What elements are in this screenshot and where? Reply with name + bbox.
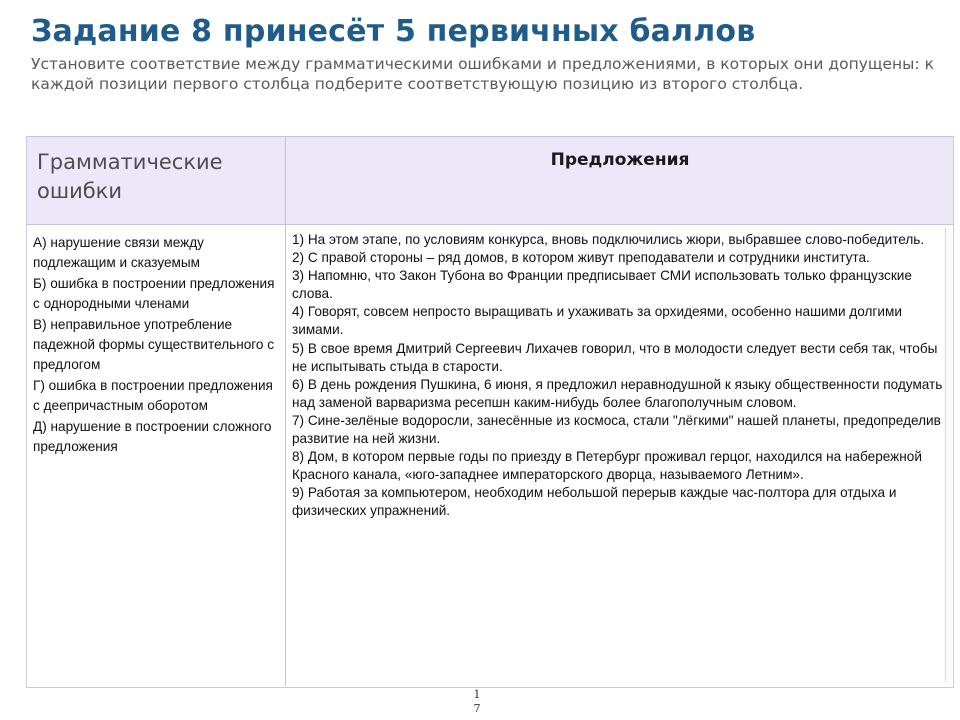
page-number <box>470 688 484 716</box>
table-header-row <box>27 136 953 225</box>
error-item-d: Д) нарушение в построении сложного предложения <box>33 418 272 455</box>
page-number-digit-1: 1 <box>473 688 481 701</box>
sentence-item-5: 5) В свое время Дмитрий Сергеевич Лихачев говорил, что в молодости следует вести себя так, чтобы не испытывать стыда в старости. <box>292 340 938 374</box>
sentence-item-3: 3) Напомню, что Закон Тубона во Франции предписывает СМИ использовать только французские слова. <box>292 268 912 302</box>
column-divider <box>285 136 286 686</box>
sentences-column <box>292 231 950 521</box>
sentence-item-9: 9) Работая за компьютером, необходим небольшой перерыв каждые час-полтора для отдыха и физических упражнений. <box>292 485 897 519</box>
sentence-item-4: 4) Говорят, совсем непросто выращивать и ухаживать за орхидеями, особенно нашими долгими зимами. <box>292 304 902 338</box>
sentence-item-7: 7) Сине-зелёные водоросли, занесённые из космоса, стали "лёгкими" нашей планеты, предопределив развитие на ней жизни. <box>292 412 941 447</box>
error-item-a: А) нарушение связи между подлежащим и сказуемым <box>33 235 204 271</box>
sentence-item-6: 6) В день рождения Пушкина, 6 июня, я предложил неравнодушной к языку общественности подумать над заменой варваризма ресепшн каким-нибудь более благополучным словом. <box>292 376 943 410</box>
sentence-item-2: 2) С правой стороны – ряд домов, в котором живут преподаватели и сотрудники института. <box>292 250 870 266</box>
sentence-item-1: 1) На этом этапе, по условиям конкурса, вновь подключились жюри, выбравшее слово-победитель. <box>292 232 925 247</box>
error-item-v: В) неправильное употребление падежной формы существительного с предлогом <box>33 316 275 373</box>
errors-column <box>33 233 278 457</box>
error-item-b: Б) ошибка в построении предложения с однородными членами <box>33 275 275 312</box>
page-number-digit-2: 7 <box>473 702 481 715</box>
matching-table <box>26 136 954 688</box>
task-instruction: Установите соответствие между грамматическими ошибками и предложениями, в которых они допущены: к каждой позиции первого столбца подберите соответствующую позицию из второго столбца. <box>31 55 934 93</box>
header-sentences: Предложения <box>550 150 690 170</box>
page-title: Задание 8 принесёт 5 первичных баллов <box>31 14 756 49</box>
cell-scrollbar[interactable] <box>945 228 949 682</box>
sentence-item-8: 8) Дом, в котором первые годы по приезду в Петербург проживал герцог, находился на набережной Красного канала, «юго-западнее императорского дворца, называемого Летним». <box>292 449 922 483</box>
error-item-g: Г) ошибка в построении предложения с деепричастным оборотом <box>33 377 273 414</box>
header-errors: Грамматические ошибки <box>37 150 223 203</box>
